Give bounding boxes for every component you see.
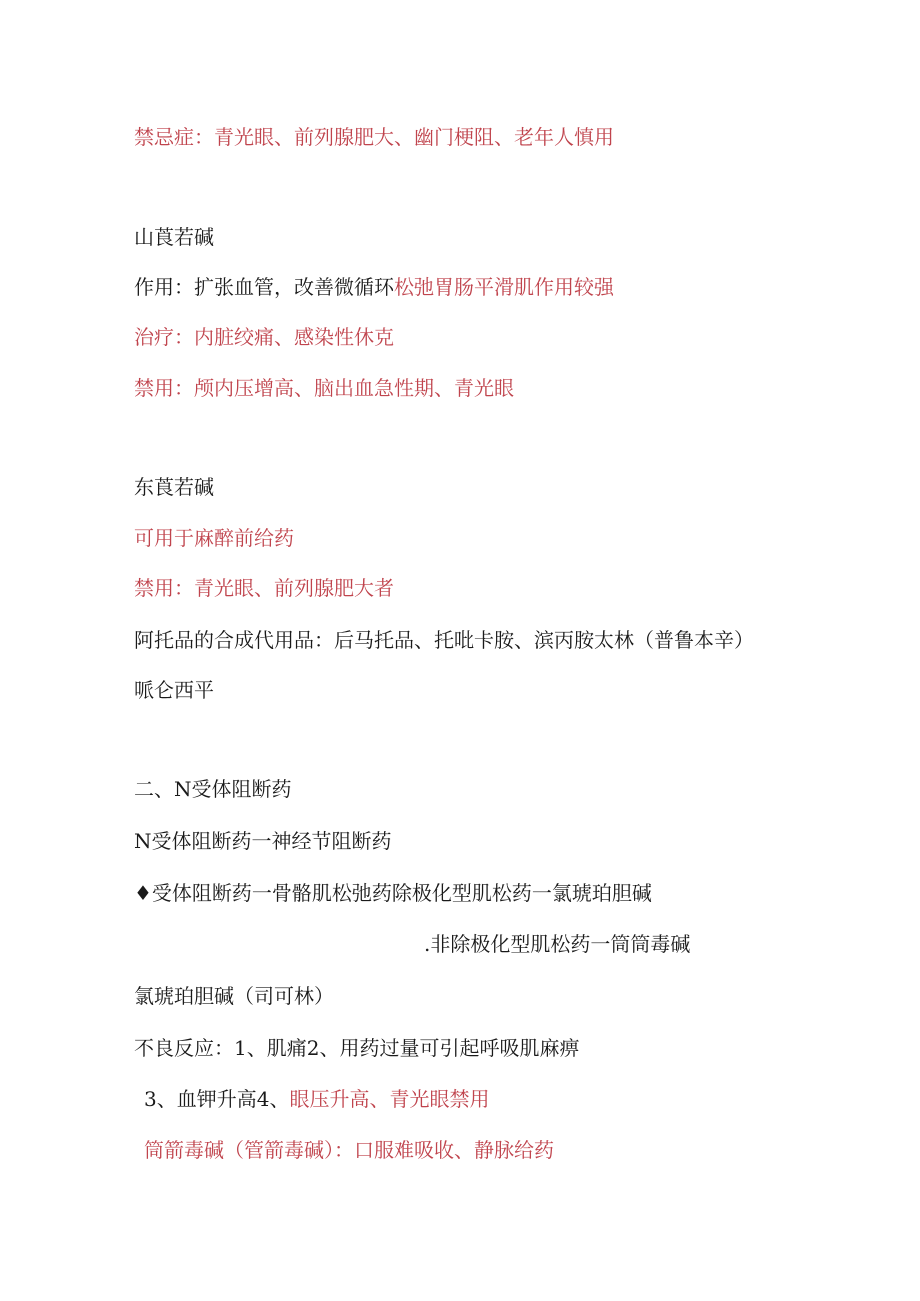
ganglionic-blocker-line: N受体阻断药一神经节阻断药 — [134, 829, 392, 853]
muscle-relaxant-line: ♦受体阻断药一骨骼肌松弛药除极化型肌松药一氯琥珀胆碱 — [134, 881, 652, 905]
potassium-text: 3、血钾升高4、 — [144, 1087, 290, 1111]
pirenzepine-line: 哌仑西平 — [134, 678, 214, 702]
adverse-reactions-continued-line — [144, 1086, 489, 1112]
contraindication-line: 禁忌症：青光眼、前列腺肥大、幽门梗阻、老年人慎用 — [134, 125, 614, 149]
scopolamine-heading: 东莨若碱 — [134, 475, 214, 499]
anisodamine-treatment-line: 治疗：内脏绞痛、感染性休克 — [134, 325, 394, 349]
section-heading-n-receptor: 二、N受体阻断药 — [134, 777, 292, 801]
scopolamine-use-line: 可用于麻醉前给药 — [134, 526, 294, 550]
nondepolarizing-line: .非除极化型肌松药一筒筒毒碱 — [424, 932, 691, 956]
scopolamine-prohibited-line: 禁用：青光眼、前列腺肥大者 — [134, 576, 394, 600]
tubocurarine-line: 筒箭毒碱（管箭毒碱）：口服难吸收、静脉给药 — [144, 1138, 554, 1162]
eye-pressure-text: 眼压升高、青光眼禁用 — [289, 1087, 490, 1111]
adverse-reactions-line: 不良反应：1、肌痛2、用药过量可引起呼吸肌麻痹 — [134, 1036, 580, 1060]
succinylcholine-heading: 氯琥珀胆碱（司可林） — [134, 984, 334, 1008]
action-highlight: 松弛胃肠平滑肌作用较强 — [394, 275, 614, 299]
atropine-substitutes-line: 阿托品的合成代用品：后马托品、托吡卡胺、滨丙胺太林（普鲁本辛） — [134, 628, 754, 652]
anisodamine-heading: 山莨若碱 — [134, 225, 214, 249]
action-label: 作用：扩张血管，改善微循环 — [134, 275, 394, 299]
anisodamine-action-line — [134, 274, 614, 300]
anisodamine-prohibited-line: 禁用：颅内压增高、脑出血急性期、青光眼 — [134, 376, 514, 400]
